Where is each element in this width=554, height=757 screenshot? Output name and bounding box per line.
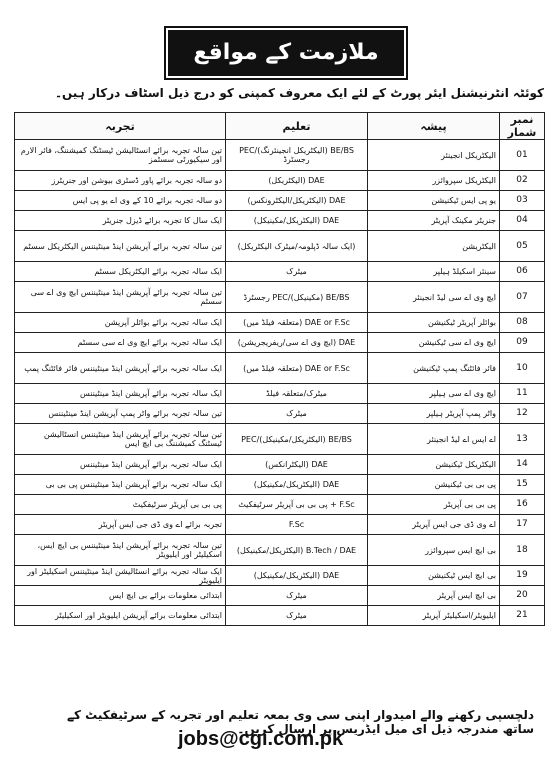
table-row <box>15 140 545 171</box>
row-experience: ایک سال کا تجربہ برائے ڈیزل جنریٹر <box>15 211 226 231</box>
row-number: 15 <box>500 475 545 495</box>
row-education: میٹرک <box>226 586 368 606</box>
intro-text: کوئٹہ انٹرنیشنل ایئر پورٹ کے لئے ایک معروف کمپنی کو درج ذیل اسٹاف درکار ہیں۔ <box>54 86 544 100</box>
row-post: اے ایس اے لیڈ انجینئر <box>368 424 500 455</box>
row-experience: تین سالہ تجربہ برائے آپریشن اینڈ مینٹیننس انسٹالیشن ٹیسٹنگ کمیشننگ بی ایچ ایس <box>15 424 226 455</box>
row-post: ایچ وی اے سی ہیلپر <box>368 384 500 404</box>
row-experience: دو سالہ تجربہ برائے پاور ڈسٹری بیوشن اور جنریٹرز <box>15 171 226 191</box>
row-experience: تین سالہ تجربہ برائے انسٹالیشن ٹیسٹنگ کمیشننگ، فائر الارم اور سیکیورٹی سسٹمز <box>15 140 226 171</box>
row-post: اے وی ڈی جی ایس آپریٹر <box>368 515 500 535</box>
table-row <box>15 384 545 404</box>
row-number: 14 <box>500 455 545 475</box>
row-post: پی بی بی ٹیکنیشن <box>368 475 500 495</box>
row-post: ایلیویٹر/اسکیلیٹر آپریٹر <box>368 606 500 626</box>
row-number: 07 <box>500 282 545 313</box>
row-number: 13 <box>500 424 545 455</box>
row-number: 17 <box>500 515 545 535</box>
row-number: 06 <box>500 262 545 282</box>
row-education: DAE or F.Sc (متعلقہ فیلڈ میں) <box>226 313 368 333</box>
table-row <box>15 404 545 424</box>
row-experience: ایک سالہ تجربہ برائے آپریشن اینڈ مینٹیننس پی بی بی <box>15 475 226 495</box>
table-row <box>15 231 545 262</box>
table-row <box>15 191 545 211</box>
row-education: DAE (الیکٹریکل/مکینیکل) <box>226 566 368 586</box>
header-exp: تجربہ <box>15 113 226 140</box>
row-experience: تین سالہ تجربہ برائے آپریشن اینڈ مینٹیننس بی ایچ ایس، اسکیلیٹر اور ایلیویٹر <box>15 535 226 566</box>
table-row <box>15 211 545 231</box>
row-education: BE/BS (مکینیکل)/PEC رجسٹرڈ <box>226 282 368 313</box>
row-experience: پی بی بی آپریٹر سرٹیفکیٹ <box>15 495 226 515</box>
row-number: 11 <box>500 384 545 404</box>
row-post: الیکٹریکل سپروائزر <box>368 171 500 191</box>
row-post: جنریٹر مکینک آپریٹر <box>368 211 500 231</box>
row-education: میٹرک <box>226 404 368 424</box>
row-education: DAE (الیکٹریکل/مکینیکل) <box>226 211 368 231</box>
row-experience: تجربہ برائے اے وی ڈی جی ایس آپریٹر <box>15 515 226 535</box>
footer-text: دلچسپی رکھنے والے امیدوار اپنی سی وی بمعہ تعلیم اور تجربہ کے سرٹیفکیٹ کے ساتھ مندرجہ ذیل ای میل ایڈریس پر ارسال کریں۔ <box>66 708 534 736</box>
row-education: DAE (الیکٹریکل/الیکٹرونکس) <box>226 191 368 211</box>
row-post: واٹر پمپ آپریٹر ہیلپر <box>368 404 500 424</box>
row-experience: دو سالہ تجربہ برائے 10 کے وی اے یو پی ایس <box>15 191 226 211</box>
row-post: فائر فائٹنگ پمپ ٹیکنیشن <box>368 353 500 384</box>
table-row <box>15 353 545 384</box>
row-education: DAE (الیکٹریکل/مکینیکل) <box>226 475 368 495</box>
row-number: 21 <box>500 606 545 626</box>
row-education: DAE (ایچ وی اے سی/ریفریجریشن) <box>226 333 368 353</box>
row-number: 04 <box>500 211 545 231</box>
row-number: 18 <box>500 535 545 566</box>
row-post: بوائلر آپریٹر ٹیکنیشن <box>368 313 500 333</box>
row-education: B.Tech / DAE (الیکٹریکل/مکینیکل) <box>226 535 368 566</box>
row-number: 20 <box>500 586 545 606</box>
row-experience: ایک سالہ تجربہ برائے الیکٹریکل سسٹم <box>15 262 226 282</box>
row-number: 01 <box>500 140 545 171</box>
row-experience: ایک سالہ تجربہ برائے آپریشن اینڈ مینٹیننس <box>15 384 226 404</box>
row-experience: تین سالہ تجربہ برائے آپریشن اینڈ مینٹیننس ایچ وی اے سی سسٹم <box>15 282 226 313</box>
table-row <box>15 313 545 333</box>
table-row <box>15 586 545 606</box>
page-title: ملازمت کے مواقع <box>168 30 404 76</box>
table-header-row <box>15 113 545 140</box>
table-row <box>15 606 545 626</box>
table-row <box>15 535 545 566</box>
row-number: 12 <box>500 404 545 424</box>
table-row <box>15 171 545 191</box>
row-post: بی ایچ ایس سپروائزر <box>368 535 500 566</box>
row-education: میٹرک/متعلقہ فیلڈ <box>226 384 368 404</box>
row-education: (ایک سالہ ڈپلومہ/میٹرک الیکٹریکل) <box>226 231 368 262</box>
row-experience: ابتدائی معلومات برائے بی ایچ ایس <box>15 586 226 606</box>
row-post: بی ایچ ایس آپریٹر <box>368 586 500 606</box>
row-number: 09 <box>500 333 545 353</box>
row-experience: ابتدائی معلومات برائے آپریشن ایلیویٹر اور اسکیلیٹر <box>15 606 226 626</box>
row-post: ایچ وی اے سی لیڈ انجینئر <box>368 282 500 313</box>
table-row <box>15 515 545 535</box>
header-post: پیشہ <box>368 113 500 140</box>
table-row <box>15 424 545 455</box>
row-experience: تین سالہ تجربہ برائے آپریشن اینڈ مینٹیننس الیکٹریکل سسٹم <box>15 231 226 262</box>
row-experience: ایک سالہ تجربہ برائے بوائلر آپریشن <box>15 313 226 333</box>
row-post: الیکٹریکل ٹیکنیشن <box>368 455 500 475</box>
row-experience: تین سالہ تجربہ برائے واٹر پمپ آپریشن اینڈ مینٹیننس <box>15 404 226 424</box>
table-row <box>15 333 545 353</box>
row-experience: ایک سالہ تجربہ برائے ایچ وی اے سی سسٹم <box>15 333 226 353</box>
table-row <box>15 566 545 586</box>
row-education: میٹرک <box>226 262 368 282</box>
table-row <box>15 475 545 495</box>
row-number: 02 <box>500 171 545 191</box>
table-row <box>15 262 545 282</box>
row-post: سینئر اسکیلڈ ہیلپر <box>368 262 500 282</box>
row-education: BE/BS (الیکٹریکل/مکینیکل)/PEC <box>226 424 368 455</box>
jobs-table <box>14 112 545 626</box>
row-education: DAE (الیکٹریکل) <box>226 171 368 191</box>
row-education: F.Sc <box>226 515 368 535</box>
row-post: الیکٹریکل انجینئر <box>368 140 500 171</box>
row-number: 08 <box>500 313 545 333</box>
email-address[interactable]: jobs@cgi.com.pk <box>178 728 344 750</box>
row-post: پی بی بی آپریٹر <box>368 495 500 515</box>
row-number: 19 <box>500 566 545 586</box>
table-row <box>15 455 545 475</box>
row-number: 03 <box>500 191 545 211</box>
row-post: ایچ وی اے سی ٹیکنیشن <box>368 333 500 353</box>
header-num: نمبر شمار <box>500 113 545 140</box>
row-experience: ایک سالہ تجربہ برائے آپریشن اینڈ مینٹیننس <box>15 455 226 475</box>
row-number: 10 <box>500 353 545 384</box>
row-education: DAE or F.Sc (متعلقہ فیلڈ میں) <box>226 353 368 384</box>
row-post: یو پی ایس ٹیکنیشن <box>368 191 500 211</box>
jobs-table-body <box>15 140 545 626</box>
table-row <box>15 495 545 515</box>
row-experience: ایک سالہ تجربہ برائے آپریشن اینڈ مینٹیننس فائر فائٹنگ پمپ <box>15 353 226 384</box>
row-post: الیکٹریشن <box>368 231 500 262</box>
row-number: 16 <box>500 495 545 515</box>
row-education: BE/BS (الیکٹریکل انجینئرنگ)/PEC رجسٹرڈ <box>226 140 368 171</box>
row-education: DAE (الیکٹرانکس) <box>226 455 368 475</box>
table-row <box>15 282 545 313</box>
row-education: میٹرک <box>226 606 368 626</box>
row-post: بی ایچ ایس ٹیکنیشن <box>368 566 500 586</box>
row-number: 05 <box>500 231 545 262</box>
header-edu: تعلیم <box>226 113 368 140</box>
row-education: F.Sc + پی بی بی آپریٹر سرٹیفکیٹ <box>226 495 368 515</box>
row-experience: ایک سالہ تجربہ برائے انسٹالیشن اینڈ مینٹیننس اسکیلیٹر اور ایلیویٹر <box>15 566 226 586</box>
